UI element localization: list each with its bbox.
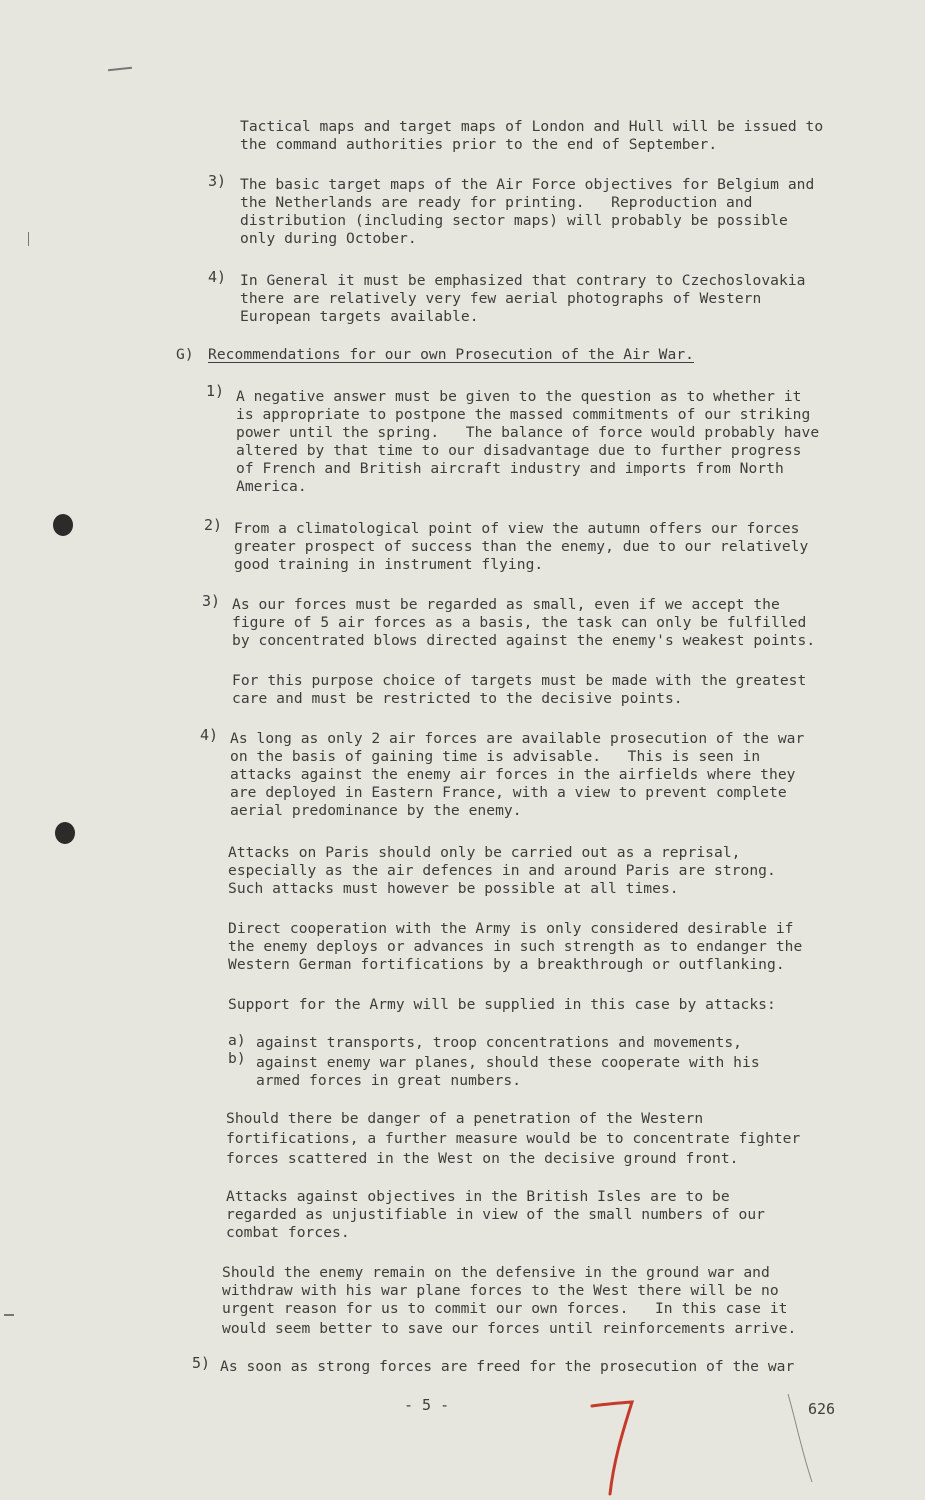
body-line: withdraw with his war plane forces to the West there will be no [222, 1282, 779, 1299]
body-line: good training in instrument flying. [234, 556, 544, 573]
body-line: In General it must be emphasized that contrary to Czechoslovakia [240, 272, 806, 289]
item-number: 2) [204, 516, 223, 534]
body-line: altered by that time to our disadvantage due to further progress [236, 442, 802, 459]
body-line: greater prospect of success than the enemy, due to our relatively [234, 538, 809, 555]
body-line: Direct cooperation with the Army is only considered desirable if [228, 920, 794, 937]
archive-number: 626 [808, 1400, 836, 1418]
body-line: care and must be restricted to the decisive points. [232, 690, 683, 707]
item-number: 5) [192, 1354, 211, 1372]
intro-line: the command authorities prior to the end of September. [240, 136, 718, 153]
sub-item-label: a) [228, 1032, 246, 1049]
body-line: the enemy deploys or advances in such strength as to endanger the [228, 938, 803, 955]
pencil-mark [786, 1392, 816, 1484]
body-line: As long as only 2 air forces are available prosecution of the war [230, 730, 805, 747]
body-line: fortifications, a further measure would be to concentrate fighter [226, 1130, 801, 1147]
body-line: is appropriate to postpone the massed commitments of our striking [236, 406, 811, 423]
body-line: Such attacks must however be possible at all times. [228, 880, 679, 897]
margin-mark [108, 67, 132, 71]
body-line: European targets available. [240, 308, 479, 325]
body-line: of French and British aircraft industry and imports from North [236, 460, 784, 477]
body-line: are deployed in Eastern France, with a view to prevent complete [230, 784, 787, 801]
body-line: would seem better to save our forces until reinforcements arrive. [222, 1320, 797, 1337]
body-line: As soon as strong forces are freed for the prosecution of the war [220, 1358, 795, 1375]
body-line: figure of 5 air forces as a basis, the task can only be fulfilled [232, 614, 807, 631]
section-heading: Recommendations for our own Prosecution of the Air War. [208, 346, 694, 363]
body-line: From a climatological point of view the autumn offers our forces [234, 520, 800, 537]
section-letter: G) [176, 346, 194, 363]
body-line: Attacks against objectives in the British Isles are to be [226, 1188, 730, 1205]
body-line: Should there be danger of a penetration of the Western [226, 1110, 704, 1127]
intro-line: Tactical maps and target maps of London and Hull will be issued to [240, 118, 824, 135]
punch-hole-bottom [55, 822, 75, 844]
body-line: especially as the air defences in and around Paris are strong. [228, 862, 776, 879]
body-line: on the basis of gaining time is advisable. This is seen in [230, 748, 761, 765]
item-number: 3) [202, 592, 221, 610]
body-line: only during October. [240, 230, 417, 247]
margin-mark [28, 232, 29, 246]
page-number: - 5 - [404, 1396, 450, 1414]
body-line: Should the enemy remain on the defensive in the ground war and [222, 1264, 770, 1281]
body-line: regarded as unjustifiable in view of the small numbers of our [226, 1206, 766, 1223]
body-line: The basic target maps of the Air Force objectives for Belgium and [240, 176, 815, 193]
body-line: As our forces must be regarded as small, even if we accept the [232, 596, 780, 613]
item-number: 1) [206, 382, 225, 400]
punch-hole-top [53, 514, 73, 536]
body-line: aerial predominance by the enemy. [230, 802, 522, 819]
body-line: the Netherlands are ready for printing. Reproduction and [240, 194, 753, 211]
item-number: 3) [208, 172, 227, 190]
sub-item-label: b) [228, 1050, 246, 1067]
margin-mark [4, 1314, 14, 1316]
body-line: attacks against the enemy air forces in the airfields where they [230, 766, 796, 783]
body-line: America. [236, 478, 307, 495]
body-line: For this purpose choice of targets must be made with the greatest [232, 672, 807, 689]
body-line: Support for the Army will be supplied in this case by attacks: [228, 996, 776, 1013]
body-line: urgent reason for us to commit our own forces. In this case it [222, 1300, 788, 1317]
body-line: Western German fortifications by a breakthrough or outflanking. [228, 956, 785, 973]
body-line: Attacks on Paris should only be carried out as a reprisal, [228, 844, 741, 861]
body-line: there are relatively very few aerial photographs of Western [240, 290, 762, 307]
body-line: distribution (including sector maps) will probably be possible [240, 212, 788, 229]
handwritten-seven-mark [588, 1398, 638, 1498]
body-line: against enemy war planes, should these cooperate with his [256, 1054, 760, 1071]
body-line: A negative answer must be given to the question as to whether it [236, 388, 802, 405]
item-number: 4) [200, 726, 219, 744]
body-line: power until the spring. The balance of force would probably have [236, 424, 820, 441]
item-number: 4) [208, 268, 227, 286]
body-line: armed forces in great numbers. [256, 1072, 522, 1089]
body-line: against transports, troop concentrations and movements, [256, 1034, 742, 1051]
body-line: forces scattered in the West on the decisive ground front. [226, 1150, 739, 1167]
body-line: combat forces. [226, 1224, 350, 1241]
body-line: by concentrated blows directed against the enemy's weakest points. [232, 632, 816, 649]
